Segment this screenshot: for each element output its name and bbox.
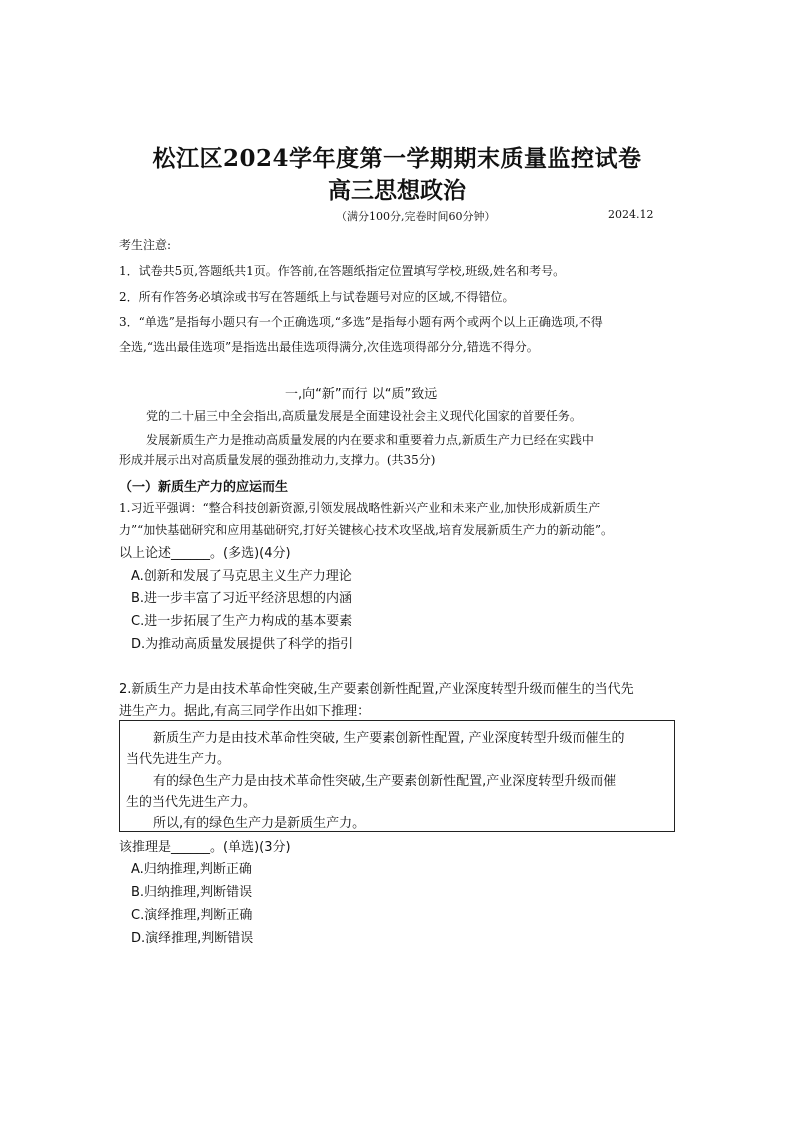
- q2-option-a: A.归纳推理,判断正确: [131, 862, 252, 877]
- exam-date: 2024.12: [608, 208, 654, 221]
- q1-option-a: A.创新和发展了马克思主义生产力理论: [131, 569, 352, 584]
- box-line-2: 当代先进生产力。: [126, 752, 231, 767]
- q1-text: 1.习近平强调：“整合科技创新资源,引领发展战略性新兴产业和未来产业,加快形成新质生产: [119, 501, 601, 515]
- section-intro-2: 发展新质生产力是推动高质量发展的内在要求和重要着力点,新质生产力已经在实践中: [146, 433, 594, 447]
- box-line-3: 有的绿色生产力是由技术革命性突破,生产要素创新性配置,产业深度转型升级而催: [153, 774, 617, 789]
- q1-stem: 以上论述______。(多选)(4分): [119, 546, 291, 561]
- notice-item-3: 3．“单选”是指每小题只有一个正确选项,“多选”是指每小题有两个或两个以上正确选项,不得: [119, 315, 603, 329]
- section-title: 一,向“新”而行 以“质”致远: [285, 387, 438, 402]
- exam-title: 松江区2024学年度第一学期期末质量监控试卷: [152, 145, 642, 172]
- section-intro-1: 党的二十届三中全会指出,高质量发展是全面建设社会主义现代化国家的首要任务。: [146, 409, 582, 423]
- q2-option-d: D.演绎推理,判断错误: [131, 931, 254, 946]
- q1-option-c: C.进一步拓展了生产力构成的基本要素: [131, 614, 353, 629]
- q2-option-c: C.演绎推理,判断正确: [131, 908, 253, 923]
- notice-item-1: 1．试卷共5页,答题纸共1页。作答前,在答题纸指定位置填写学校,班级,姓名和考号。: [119, 264, 566, 278]
- q1-option-d: D.为推动高质量发展提供了科学的指引: [131, 637, 354, 652]
- exam-subject: 高三思想政治: [328, 177, 466, 204]
- box-line-4: 生的当代先进生产力。: [126, 795, 257, 810]
- section-intro-2-cont: 形成并展示出对高质量发展的强劲推动力,支撑力。(共35分): [119, 453, 436, 467]
- q2-text-cont: 进生产力。据此,有高三同学作出如下推理：: [119, 704, 371, 719]
- q1-option-b: B.进一步丰富了习近平经济思想的内涵: [131, 591, 353, 606]
- notice-heading: 考生注意:: [119, 238, 172, 252]
- notice-item-3-cont: 全选,“选出最佳选项”是指选出最佳选项得满分,次佳选项得部分分,错选不得分。: [119, 340, 539, 354]
- q2-stem: 该推理是______。(单选)(3分): [119, 840, 291, 855]
- q1-text-cont: 力”“加快基础研究和应用基础研究,打好关键核心技术攻坚战,培育发展新质生产力的新动能”。: [119, 523, 614, 537]
- exam-info: （满分100分,完卷时间60分钟）: [336, 210, 496, 223]
- box-line-5: 所以,有的绿色生产力是新质生产力。: [153, 816, 366, 831]
- subsection-title: （一）新质生产力的应运而生: [119, 480, 289, 495]
- notice-item-2: 2．所有作答务必填涂或书写在答题纸上与试卷题号对应的区域,不得错位。: [119, 290, 515, 304]
- q2-text: 2.新质生产力是由技术革命性突破,生产要素创新性配置,产业深度转型升级而催生的当代先: [119, 682, 634, 697]
- box-line-1: 新质生产力是由技术革命性突破, 生产要素创新性配置, 产业深度转型升级而催生的: [153, 731, 625, 746]
- q2-option-b: B.归纳推理,判断错误: [131, 885, 253, 900]
